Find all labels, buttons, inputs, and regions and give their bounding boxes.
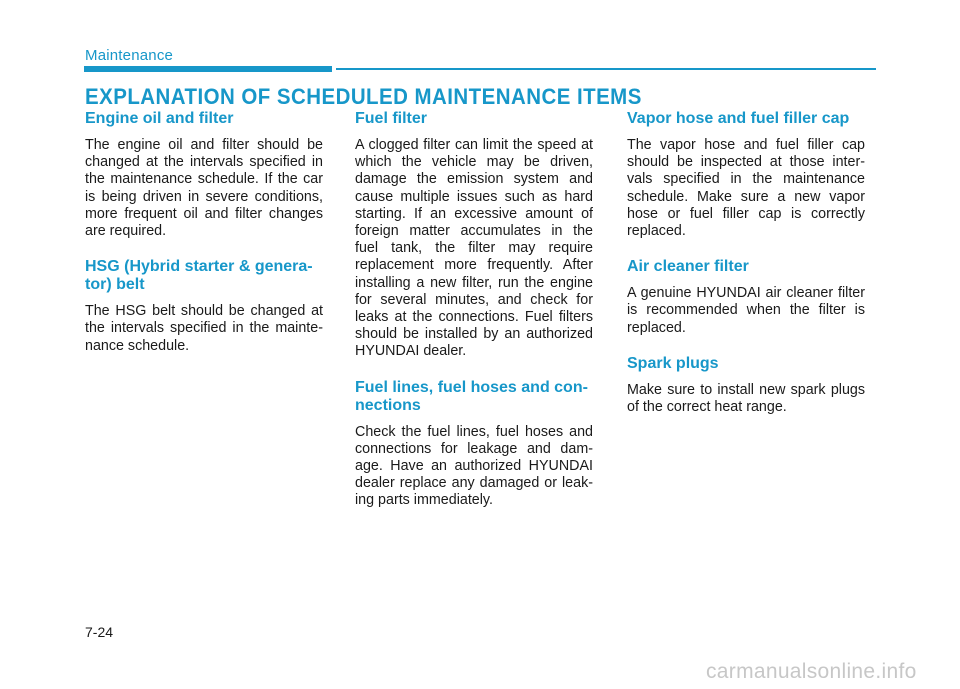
- watermark: carmanualsonline.info: [706, 660, 917, 683]
- section-body: A clogged filter can limit the speed at which the vehicle may be driven, damage the emission system and cause multiple issues such as hard starting. If an excessive amount of foreign matter accumulates in the fuel tank, the filter may require replacement more frequently. After installing a new filter, run the engine for several minutes, and check for leaks at the connections. Fuel filters should be installed by an authorized HYUNDAI dealer.: [355, 137, 593, 360]
- section-title: Fuel filter: [355, 110, 428, 127]
- section-title: Air cleaner filter: [627, 258, 749, 276]
- section-title: HSG (Hybrid starter & genera-tor) belt: [85, 258, 313, 294]
- section-title: Engine oil and filter: [85, 110, 234, 127]
- section-body: The vapor hose and fuel filler cap should be inspected at those inter-vals specified in the maintenance schedule. Make sure a new vapor hose or fuel filler cap is correctly replaced.: [627, 137, 865, 240]
- header-rule-thick: [84, 66, 332, 72]
- column-1: [85, 110, 323, 373]
- section-body: Make sure to install new spark plugs of the correct heat range.: [627, 381, 865, 416]
- page-title: EXPLANATION OF SCHEDULED MAINTENANCE ITEMS: [85, 84, 642, 109]
- section-body: The HSG belt should be changed at the intervals specified in the mainte-nance schedule.: [85, 303, 323, 354]
- section-label: Maintenance: [85, 47, 174, 64]
- section-title: Fuel lines, fuel hoses and con-nections: [355, 378, 588, 414]
- section-body: The engine oil and filter should be changed at the intervals specified in the maintenance schedule. If the car is being driven in severe conditions, more frequent oil and filter changes are required.: [85, 137, 323, 240]
- page-number: 7-24: [85, 624, 114, 640]
- section-title: Spark plugs: [627, 354, 719, 372]
- section-body: Check the fuel lines, fuel hoses and connections for leakage and dam-age. Have an authorized HYUNDAI dealer replace any damaged or leak-ing parts immediately.: [355, 423, 593, 509]
- column-3: [627, 110, 865, 434]
- section-body: A genuine HYUNDAI air cleaner filter is recommended when the filter is replaced.: [627, 285, 865, 336]
- column-2: [355, 110, 593, 528]
- header-rule-thin: [336, 68, 876, 70]
- section-title: Vapor hose and fuel filler cap: [627, 110, 850, 127]
